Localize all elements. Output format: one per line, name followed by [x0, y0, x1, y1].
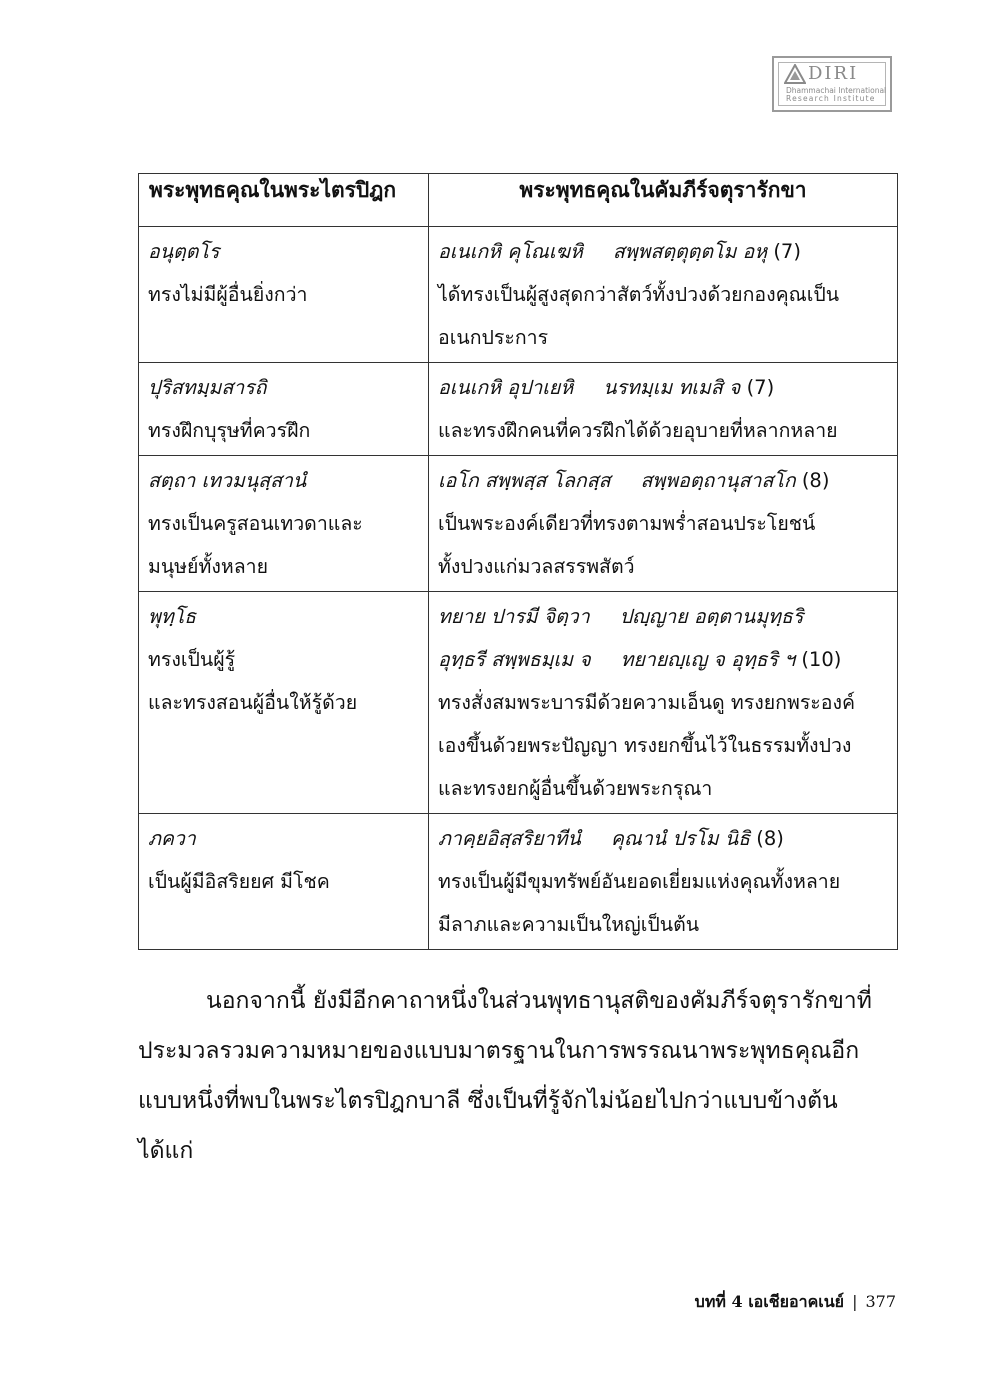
thai-meaning: ทรงฝึกบุรุษที่ควรฝึก — [148, 419, 311, 442]
page-number: 377 — [865, 1292, 896, 1311]
thai-translation-line: มีลาภและความเป็นใหญ่เป็นต้น — [438, 913, 700, 936]
tipitaka-cell — [139, 227, 429, 363]
pali-verse-line — [438, 595, 889, 638]
verse-reference: (7) — [746, 376, 775, 399]
verse-half: ทยาย ปารมี จิตฺวา — [438, 605, 590, 628]
verse-reference: (10) — [801, 648, 842, 671]
pali-term: ภควา — [148, 827, 196, 850]
pali-verse-line — [438, 230, 889, 273]
table-row — [139, 363, 898, 456]
thai-translation-line: และทรงยกผู้อื่นขึ้นด้วยพระกรุณา — [438, 777, 713, 800]
verse-half: สพฺพอตฺถานุสาสโก — [640, 469, 796, 492]
tipitaka-cell — [139, 592, 429, 814]
tipitaka-cell — [139, 456, 429, 592]
comparison-table — [138, 173, 898, 950]
table-row — [139, 592, 898, 814]
diri-logo — [772, 56, 892, 112]
verse-half: ภาคฺยอิสฺสริยาทีนํ — [438, 827, 581, 850]
verse-half: นรทมฺเม ทเมสิ จ — [603, 376, 741, 399]
pali-term: พุทฺโธ — [148, 605, 197, 628]
triangle-emblem-icon — [784, 64, 806, 84]
thai-meaning: มนุษย์ทั้งหลาย — [148, 555, 269, 578]
thai-translation-line: เองขึ้นด้วยพระปัญญา ทรงยกขึ้นไว้ในธรรมทั้งปวง — [438, 734, 852, 757]
thai-translation-line: อเนกประการ — [438, 326, 549, 349]
paragraph-line: ได้แก่ — [138, 1138, 194, 1164]
verse-half: คุณานํ ปรโม นิธิ — [610, 827, 751, 850]
pali-term: สตฺถา เทวมนุสฺสานํ — [148, 469, 307, 492]
thai-translation-line: เป็นพระองค์เดียวที่ทรงตามพร่ำสอนประโยชน์ — [438, 512, 816, 535]
thai-meaning: ทรงเป็นผู้รู้ — [148, 648, 236, 671]
thai-meaning: ทรงไม่มีผู้อื่นยิ่งกว่า — [148, 283, 308, 306]
caturarakkha-cell — [429, 363, 898, 456]
caturarakkha-cell — [429, 227, 898, 363]
caturarakkha-cell — [429, 456, 898, 592]
page-footer — [695, 1290, 896, 1315]
table-row — [139, 227, 898, 363]
logo-subtitle-2: Research Institute — [786, 94, 876, 103]
logo-subtitle-1: Dhammachai International — [786, 86, 887, 95]
thai-translation-line: ทรงเป็นผู้มีขุมทรัพย์อันยอดเยี่ยมแห่งคุณทั้งหลาย — [438, 870, 841, 893]
table-row — [139, 814, 898, 950]
pali-verse-line — [438, 366, 889, 409]
pali-verse-line — [438, 817, 889, 860]
thai-translation-line: ทั้งปวงแก่มวลสรรพสัตว์ — [438, 555, 635, 578]
logo-mark — [784, 63, 858, 84]
header-tipitaka: พระพุทธคุณในพระไตรปิฎก — [139, 174, 429, 227]
verse-half: ปญฺญาย อตฺตานมุทฺธริ — [619, 605, 804, 628]
caturarakkha-cell — [429, 814, 898, 950]
verse-half: อเนเกหิ คุโณเฆหิ — [438, 240, 583, 263]
header-caturarakkha: พระพุทธคุณในคัมภีร์จตุรารักขา — [429, 174, 898, 227]
thai-meaning: ทรงเป็นครูสอนเทวดาและ — [148, 512, 363, 535]
pali-verse-line — [438, 459, 889, 502]
footer-separator: | — [852, 1292, 858, 1311]
paragraph-line: แบบหนึ่งที่พบในพระไตรปิฎกบาลี ซึ่งเป็นที่รู้จักไม่น้อยไปกว่าแบบข้างต้น — [138, 1088, 838, 1114]
thai-translation-line: ได้ทรงเป็นผู้สูงสุดกว่าสัตว์ทั้งปวงด้วยกองคุณเป็น — [438, 283, 840, 306]
verse-half: เอโก สพฺพสฺส โลกสฺส — [438, 469, 611, 492]
chapter-title: บทที่ 4 เอเชียอาคเนย์ — [694, 1292, 845, 1311]
verse-reference: (8) — [756, 827, 784, 850]
verse-reference: (8) — [801, 469, 830, 492]
thai-meaning: และทรงสอนผู้อื่นให้รู้ด้วย — [148, 691, 358, 714]
pali-verse-line — [438, 638, 889, 681]
verse-reference: (7) — [773, 240, 801, 263]
verse-half: อเนเกหิ อุปาเยหิ — [438, 376, 574, 399]
thai-translation-line: และทรงฝึกคนที่ควรฝึกได้ด้วยอุบายที่หลากหลาย — [438, 419, 838, 442]
verse-half: อุทฺธรี สพฺพธมฺเม จ — [438, 648, 591, 671]
tipitaka-cell — [139, 814, 429, 950]
verse-half: ทยายญฺเญ จ อุทฺธริ ฯ — [620, 648, 796, 671]
pali-term: อนุตฺตโร — [148, 240, 220, 263]
caturarakkha-cell — [429, 592, 898, 814]
verse-half: สพฺพสตฺตุตฺตโม อหุ — [612, 240, 768, 263]
thai-meaning: เป็นผู้มีอิสริยยศ มีโชค — [148, 870, 330, 893]
paragraph-line: นอกจากนี้ ยังมีอีกคาถาหนึ่งในส่วนพุทธานุสติของคัมภีร์จตุรารักขาที่ — [206, 988, 872, 1014]
thai-translation-line: ทรงสั่งสมพระบารมีด้วยความเอ็นดู ทรงยกพระองค์ — [438, 691, 856, 714]
table-header-row — [139, 174, 898, 227]
tipitaka-cell — [139, 363, 429, 456]
logo-name: DIRI — [808, 63, 859, 84]
paragraph-line: ประมวลรวมความหมายของแบบมาตรฐานในการพรรณนาพระพุทธคุณอีก — [138, 1038, 860, 1064]
pali-term: ปุริสทมฺมสารถิ — [148, 376, 267, 399]
table-row — [139, 456, 898, 592]
